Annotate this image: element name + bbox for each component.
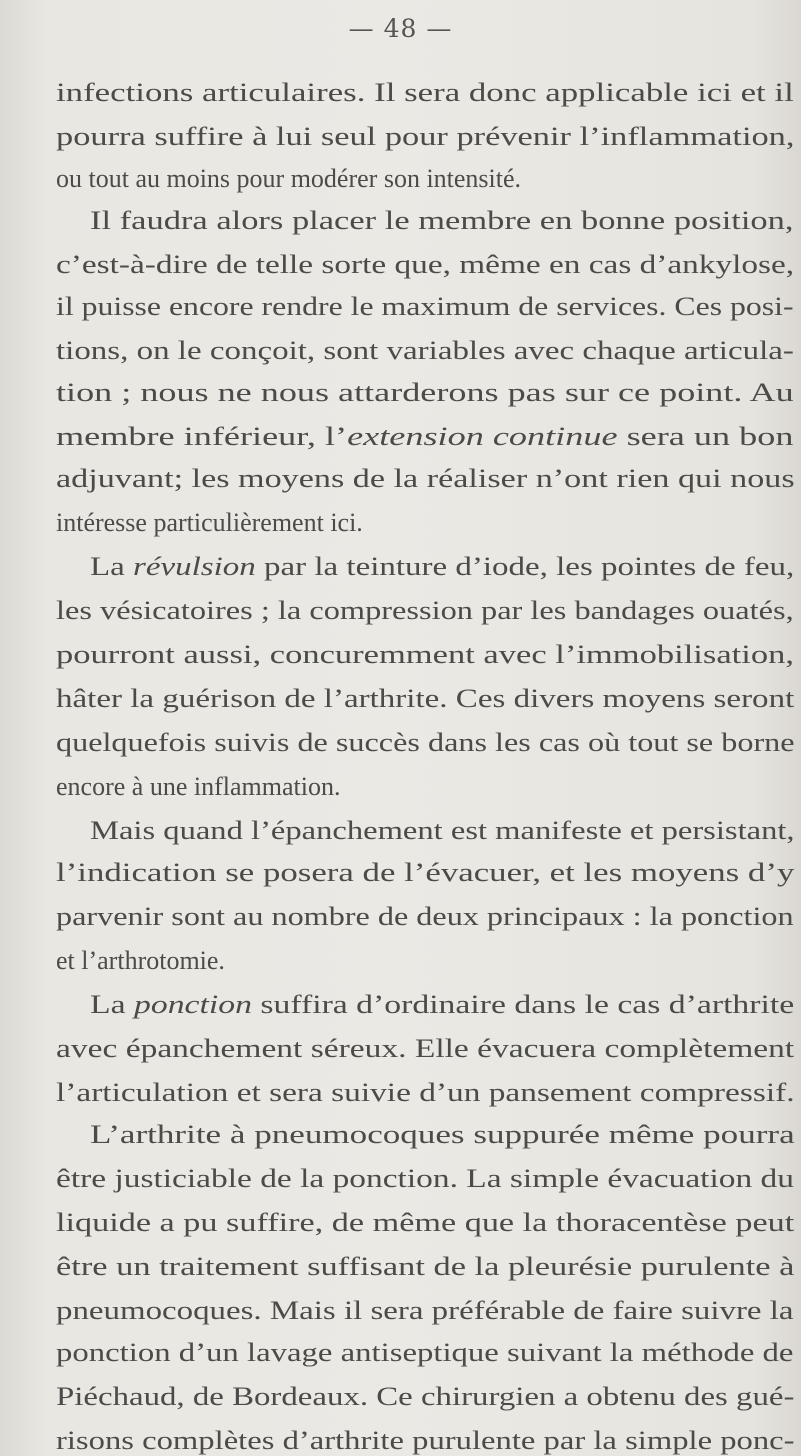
text-line <box>56 1382 794 1412</box>
text-run: L’arthrite à pneumocoques suppurée même pourra <box>90 1120 795 1149</box>
italic-term: extension continue <box>347 422 618 451</box>
text-line <box>90 816 795 846</box>
text-run: tions, on le conçoit, sont variables avec chaque articula- <box>56 336 794 365</box>
text-line <box>90 1120 795 1150</box>
text-run: l’articulation et sera suivie d’un pansement compressif. <box>56 1078 795 1107</box>
text-run: l’indication se posera de l’évacuer, et les moyens d’y <box>56 858 795 887</box>
text-line <box>56 508 363 538</box>
text-run: par la teinture d’iode, les pointes de feu, <box>255 552 795 581</box>
text-run: Il faudra alors placer le membre en bonne position, <box>90 206 794 235</box>
text-line <box>56 1208 794 1238</box>
text-run: ou tout au moins pour modérer son intensité. <box>56 164 522 193</box>
italic-term: révulsion <box>133 552 256 581</box>
text-line <box>56 464 795 494</box>
text-run: liquide a pu suffire, de même que la thoracentèse peut <box>56 1208 795 1237</box>
text-run: intéresse particulièrement ici. <box>56 508 363 537</box>
text-run: avec épanchement séreux. Elle évacuera complètement <box>56 1034 795 1063</box>
text-line <box>56 1338 793 1368</box>
text-run: il puisse encore rendre le maximum de services. Ces posi- <box>56 292 794 321</box>
text-run: pourra suffire à lui seul pour prévenir l’inflammation, <box>56 122 795 151</box>
text-run: Piéchaud, de Bordeaux. Ce chirurgien a obtenu des gué- <box>56 1382 795 1411</box>
text-run: Mais quand l’épanchement est manifeste et persistant, <box>90 816 795 845</box>
text-line <box>56 858 794 888</box>
text-run: adjuvant; les moyens de la réaliser n’ont rien qui nous <box>56 464 795 493</box>
text-run: pourront aussi, concuremment avec l’immobilisation, <box>56 640 794 669</box>
text-line <box>56 378 794 408</box>
text-line <box>90 206 794 236</box>
text-line <box>56 1296 794 1326</box>
text-line <box>56 1426 795 1456</box>
text-line <box>56 728 795 758</box>
text-run: quelquefois suivis de succès dans les cas où tout se borne <box>56 728 795 757</box>
text-run: encore à une inflammation. <box>56 772 341 801</box>
text-run: sera un bon <box>617 422 794 451</box>
text-line <box>56 1164 794 1194</box>
text-line <box>56 422 793 452</box>
text-run: pneumocoques. Mais il sera préférable de faire suivre la <box>56 1296 794 1325</box>
text-run: La <box>90 552 134 581</box>
text-run: être justiciable de la ponction. La simple évacuation du <box>56 1164 794 1193</box>
text-run: hâter la guérison de l’arthrite. Ces divers moyens seront <box>56 684 795 713</box>
text-line <box>56 122 794 152</box>
text-line <box>56 1078 795 1108</box>
text-line <box>56 250 794 280</box>
text-line <box>56 902 794 932</box>
text-run: La <box>90 990 134 1019</box>
text-run: suffira d’ordinaire dans le cas d’arthrite <box>251 990 795 1019</box>
text-line <box>56 1034 794 1064</box>
text-run: tion ; nous ne nous attarderons pas sur ce point. Au <box>56 378 794 407</box>
text-run: et l’arthrotomie. <box>56 946 225 975</box>
text-line <box>90 990 794 1020</box>
text-run: être un traitement suffisant de la pleurésie purulente à <box>56 1252 795 1281</box>
text-line <box>56 946 225 976</box>
text-line <box>56 640 794 670</box>
page-number: — 48 — <box>348 14 453 43</box>
text-line <box>56 684 794 714</box>
text-run: infections articulaires. Il sera donc applicable ici et il <box>56 78 794 107</box>
text-line <box>56 772 340 802</box>
text-run: c’est-à-dire de telle sorte que, même en cas d’ankylose, <box>56 250 795 279</box>
text-run: membre inférieur, l’ <box>56 422 348 451</box>
text-run: risons complètes d’arthrite purulente par la simple ponc- <box>56 1426 795 1455</box>
text-line <box>56 78 794 108</box>
text-line <box>56 596 794 626</box>
text-line <box>56 336 794 366</box>
text-line <box>56 292 794 322</box>
italic-term: ponction <box>133 990 252 1019</box>
text-run: ponction d’un lavage antiseptique suivant la méthode de <box>56 1338 794 1367</box>
text-run: parvenir sont au nombre de deux principaux : la ponction <box>56 902 794 931</box>
text-run: les vésicatoires ; la compression par les bandages ouatés, <box>56 596 794 625</box>
text-line <box>56 164 521 194</box>
text-line <box>90 552 794 582</box>
text-line <box>56 1252 794 1282</box>
